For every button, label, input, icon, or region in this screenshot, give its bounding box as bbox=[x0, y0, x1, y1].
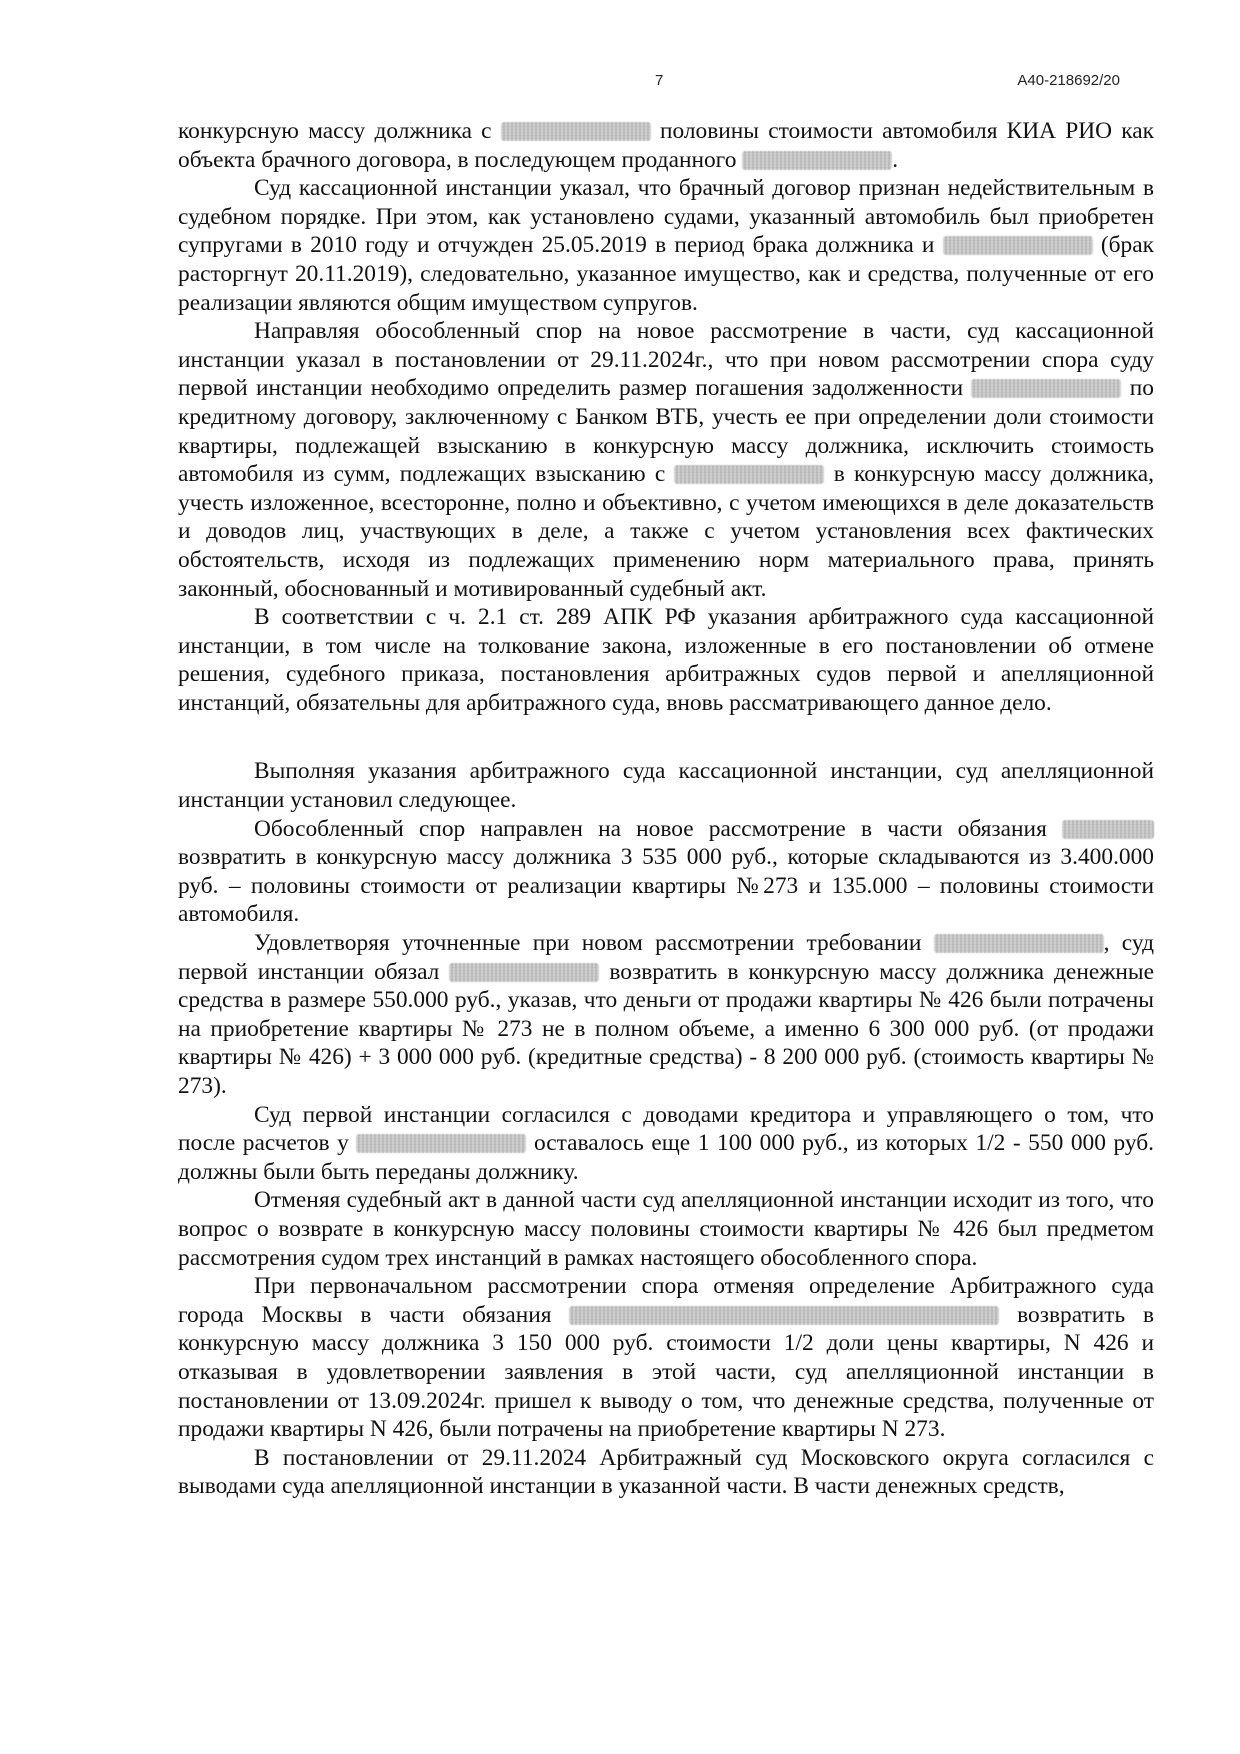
redacted-name bbox=[742, 151, 892, 170]
redacted-name bbox=[449, 963, 599, 982]
redacted-name bbox=[934, 934, 1104, 953]
text-run: . bbox=[892, 146, 899, 173]
paragraph bbox=[178, 317, 1154, 603]
paragraph bbox=[178, 1101, 1154, 1187]
page-header bbox=[0, 72, 1240, 96]
text-run: конкурсную массу должника с bbox=[178, 118, 501, 144]
text-run: возвратить в конкурсную массу должника денежные средства в размере 550.000 руб., указав, что деньги от продажи квартиры № 426 были потрачены на приобретение квартиры № 273 не в полном объеме, а именно 6 300 000 руб. (от продажи квартиры № 426) + 3 000 000 руб. (кредитные средства) - 8 200 000 руб. (стоимость квартиры № 273). bbox=[178, 958, 1154, 1099]
paragraph bbox=[178, 815, 1154, 929]
paragraph: В соответствии с ч. 2.1 ст. 289 АПК РФ указания арбитражного суда кассационной инстанции, в том числе на толкование закона, изложенные в его постановлении об отмене решения, судебного приказа, постановления арбитражных судов первой и апелляционной инстанций, обязательны для арбитражного суда, вновь рассматривающего данное дело. bbox=[178, 604, 1154, 716]
text-run: оставалось еще 1 100 000 руб., из которых 1/2 - 550 000 руб. должны были быть переданы должнику. bbox=[178, 1130, 1154, 1185]
redacted-name bbox=[674, 465, 824, 484]
text-run: (брак расторгнут 20.11.2019), следовательно, указанное имущество, как и средства, полученные от его реализации являются общим имуществом супругов. bbox=[178, 232, 1154, 316]
redacted-name bbox=[1062, 820, 1154, 839]
redacted-name bbox=[569, 1306, 999, 1325]
redacted-name bbox=[971, 379, 1121, 398]
redacted-name bbox=[356, 1134, 526, 1153]
text-run: Обособленный спор направлен на новое рассмотрение в части обязания bbox=[254, 815, 1062, 842]
paragraph: В постановлении от 29.11.2024 Арбитражный суд Московского округа согласился с выводами суда апелляционной инстанции в указанной части. В части денежных средств, bbox=[178, 1444, 1154, 1500]
text-run: по кредитному договору, заключенному с Банком ВТБ, учесть ее при определении доли стоимости квартиры, подлежащей взысканию в конкурсную массу должника, исключить стоимость автомобиля из сумм, подлежащих взысканию с bbox=[178, 375, 1154, 488]
text-run: возвратить в конкурсную массу должника 3 535 000 руб., которые складываются из 3.400.000 руб. – половины стоимости от реализации квартиры №273 и 135.000 – половины стоимости автомобиля. bbox=[178, 844, 1154, 928]
paragraph: Выполняя указания арбитражного суда кассационной инстанции, суд апелляционной инстанции установил следующее. bbox=[178, 758, 1154, 814]
text-run: в конкурсную массу должника, учесть изложенное, всесторонне, полно и объективно, с учетом имеющихся в деле доказательств и доводов лиц, участвующих в деле, а также с учетом установления всех фактических обстоятельств, исходя из подлежащих применению норм материального права, принять законный, обоснованный и мотивированный судебный акт. bbox=[178, 461, 1154, 602]
paragraph bbox=[178, 117, 1154, 174]
paragraph bbox=[178, 929, 1154, 1101]
document-body bbox=[178, 117, 1154, 1501]
text-run: половины стоимости автомобиля КИА РИО как объекта брачного договора, в последующем проданного bbox=[178, 118, 1154, 173]
redacted-name bbox=[943, 236, 1093, 255]
text-run: При первоначальном рассмотрении спора отменяя определение Арбитражного суда города Москвы в части обязания bbox=[178, 1273, 1154, 1328]
redacted-name bbox=[501, 122, 651, 141]
text-run: возвратить в конкурсную массу должника 3 150 000 руб. стоимости 1/2 доли цены квартиры, N 426 и отказывая в удовлетворении заявления в этой части, суд апелляционной инстанции в постановлении от 13.09.2024г. пришел к выводу о том, что денежные средства, полученные от продажи квартиры N 426, были потрачены на приобретение квартиры N 273. bbox=[178, 1301, 1154, 1443]
paragraph bbox=[178, 1272, 1154, 1444]
text-run: Направляя обособленный спор на новое рассмотрение в части, суд кассационной инстанции указал в постановлении от 29.11.2024г., что при новом рассмотрении спора суду первой инстанции необходимо определить размер погашения задолженности bbox=[178, 318, 1154, 402]
case-number: А40-218692/20 bbox=[1017, 72, 1120, 89]
text-run: Суд первой инстанции согласился с доводами кредитора и управляющего о том, что после расчетов у bbox=[178, 1101, 1154, 1157]
text-run: Суд кассационной инстанции указал, что брачный договор признан недействительным в судебном порядке. При этом, как установлено судами, указанный автомобиль был приобретен супругами в 2010 году и отчужден 25.05.2019 в период брака должника и bbox=[178, 175, 1154, 259]
paragraph: Отменяя судебный акт в данной части суд апелляционной инстанции исходит из того, что вопрос о возврате в конкурсную массу половины стоимости квартиры № 426 был предметом рассмотрения судом трех инстанций в рамках настоящего обособленного спора. bbox=[178, 1187, 1154, 1271]
text-run: Удовлетворяя уточненные при новом рассмотрении требовании bbox=[254, 930, 934, 957]
spacer bbox=[178, 717, 1154, 757]
paragraph bbox=[178, 174, 1154, 317]
text-run: , суд первой инстанции обязал bbox=[178, 930, 1154, 985]
page-number: 7 bbox=[655, 72, 664, 89]
